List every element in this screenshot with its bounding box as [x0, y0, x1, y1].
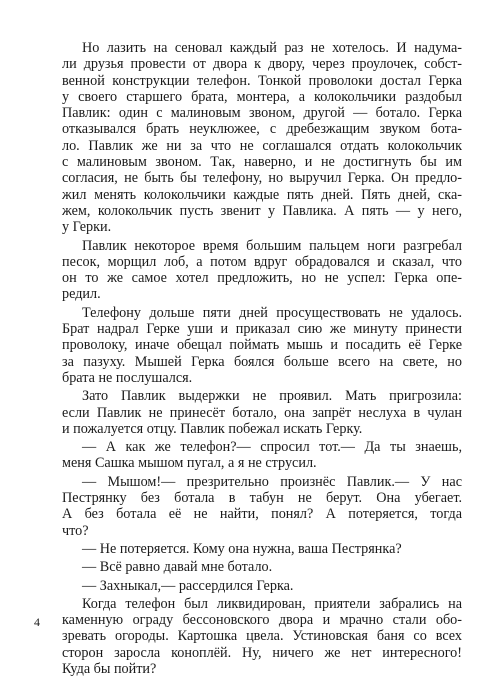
text-line: редил. — [62, 286, 101, 303]
text-line: если Павлик не принесёт ботало, она запрёт неслуха в чулан — [62, 404, 462, 421]
text-line: зревать огороды. Картошка цвела. Устиновская баня со всех — [62, 628, 462, 645]
text-line: А без ботала её не найти, понял? А потеряется, тогда — [62, 506, 462, 523]
text-line: Куда бы пойти? — [62, 660, 157, 677]
paragraph — [62, 596, 462, 677]
paragraph — [62, 559, 462, 575]
text-line: Пестрянку без ботала в табун не берут. Она убегает. — [62, 490, 462, 507]
page-number: 4 — [34, 615, 40, 629]
text-line: согласия, не быть бы телефону, но выручил Герка. Он предло- — [62, 170, 462, 187]
text-line: — Не потеряется. Кому она нужна, ваша Пестрянка? — [82, 540, 402, 557]
paragraph — [62, 238, 462, 303]
text-line: он то же самое хотел предложить, но не успел: Герка опе- — [62, 270, 462, 287]
text-line: Павлик некоторое время большим пальцем ноги разгребал — [82, 237, 462, 254]
text-line: каменную ограду бессоновского двора и мрачно стали обо- — [62, 612, 462, 629]
paragraph — [62, 305, 462, 386]
text-line: Павлик: один с малиновым звоном, другой — ботало. Герка — [62, 105, 462, 122]
text-line: жил менять колокольчики каждые пять дней. Пять дней, ска- — [62, 186, 462, 203]
text-line: сторон заросла коноплёй. Ну, ничего же нет интересного! — [62, 644, 462, 661]
text-line: ли друзья провести от двора к двору, через проулочек, собст- — [62, 56, 462, 73]
text-line: Когда телефон был ликвидирован, приятели забрались на — [82, 595, 462, 612]
paragraph — [62, 388, 462, 437]
text-line: за пазуху. Мышей Герка боялся больше всего на свете, но — [62, 353, 462, 370]
text-line: — Всё равно давай мне ботало. — [82, 559, 273, 576]
text-line: — А как же телефон?— спросил тот.— Да ты знаешь, — [82, 439, 462, 456]
text-line: жем, колокольчик пусть звенит у Павлика. А пять — у него, — [62, 202, 462, 219]
text-line: песок, морщил лоб, а потом вдруг обрадовался и сказал, что — [62, 253, 462, 270]
text-line: что? — [62, 522, 89, 539]
paragraph — [62, 541, 462, 557]
text-line: отказывался брать неуклюжее, с дребезжащим звуком бота- — [62, 121, 462, 138]
text-line: Брат надрал Герке уши и приказал сию же минуту принести — [62, 321, 462, 338]
text-line: и пожалуется отцу. Павлик побежал искать Герку. — [62, 420, 363, 437]
text-line: венной конструкции телефон. Тонкой проволоки достал Герка — [62, 72, 462, 89]
text-line: с малиновым звоном. Так, наверно, и не достигнуть бы им — [62, 154, 462, 171]
text-line: — Захныкал,— рассердился Герка. — [82, 577, 294, 594]
page-body — [62, 40, 462, 677]
text-line: Телефону дольше пяти дней просуществовать не удалось. — [82, 304, 462, 321]
text-line: брата не послушался. — [62, 369, 193, 386]
text-line: ло. Павлик же ни за что не соглашался отдать колокольчик — [62, 137, 462, 154]
paragraph — [62, 474, 462, 539]
text-line: у своего старшего брата, монтера, а колокольчики раздобыл — [62, 88, 462, 105]
text-line: меня Сашка мышом пугал, а я не струсил. — [62, 455, 317, 472]
text-line: Зато Павлик выдержки не проявил. Мать пригрозила: — [82, 388, 462, 405]
text-line: проволоку, иначе обещал поймать мышь и посадить её Герке — [62, 337, 462, 354]
text-line: Но лазить на сеновал каждый раз не хотелось. И надума- — [82, 40, 462, 56]
paragraph — [62, 578, 462, 594]
paragraph — [62, 439, 462, 472]
text-line: у Герки. — [62, 219, 112, 236]
text-line: — Мышом!— презрительно произнёс Павлик.— У нас — [82, 473, 462, 490]
paragraph — [62, 40, 462, 236]
